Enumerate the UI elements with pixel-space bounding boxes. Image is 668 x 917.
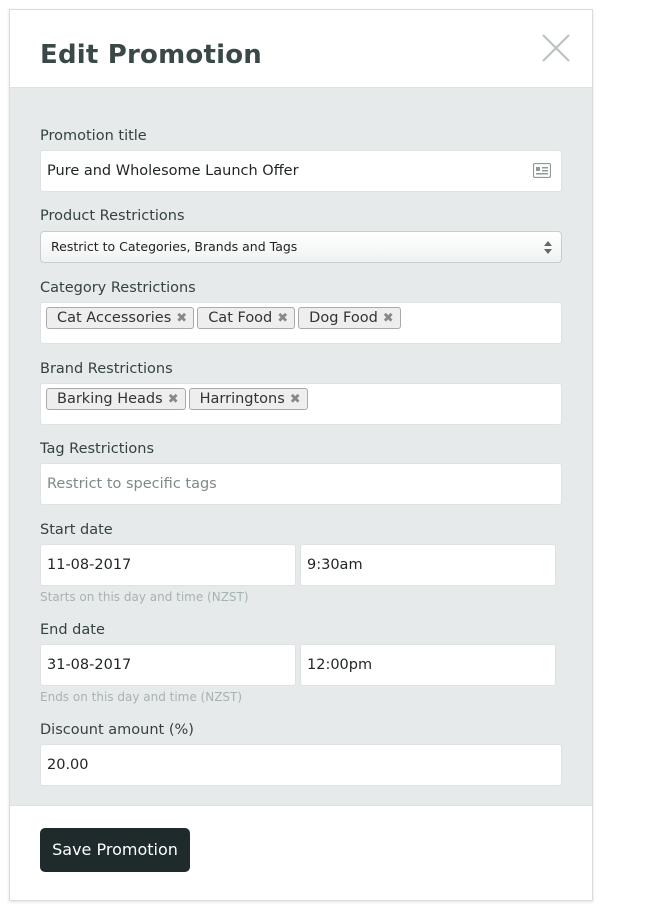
brand-tag-label: Barking Heads [57,391,163,407]
product-restrictions-select[interactable] [40,231,562,263]
product-restrictions-label: Product Restrictions [40,208,185,224]
close-x-icon [540,32,572,64]
brand-restrictions-label: Brand Restrictions [40,361,173,377]
save-promotion-button[interactable]: Save Promotion [40,828,190,872]
remove-tag-icon[interactable]: ✖ [277,310,289,326]
category-tag [197,307,295,329]
brand-restrictions-input[interactable] [40,383,562,425]
end-date-help: Ends on this day and time (NZST) [40,690,243,704]
brand-tag [189,388,308,410]
edit-promotion-modal [9,9,593,901]
promotion-title-input[interactable] [40,150,562,192]
start-date-help: Starts on this day and time (NZST) [40,590,249,604]
tag-restrictions-placeholder: Restrict to specific tags [47,476,217,492]
brand-tag-label: Harringtons [199,391,285,407]
category-tag-label: Dog Food [309,310,378,326]
end-date-input[interactable]: 31-08-2017 [40,644,296,686]
select-arrows-icon [544,241,552,254]
category-restrictions-label: Category Restrictions [40,280,196,296]
category-tag [298,307,401,329]
start-date-input[interactable]: 11-08-2017 [40,544,296,586]
remove-tag-icon[interactable]: ✖ [176,310,188,326]
modal-header [10,10,592,87]
close-button[interactable] [540,32,572,64]
start-time-input[interactable]: 9:30am [300,544,556,586]
remove-tag-icon[interactable]: ✖ [167,391,179,407]
tag-restrictions-input[interactable] [40,463,562,505]
remove-tag-icon[interactable]: ✖ [382,310,394,326]
category-restrictions-input[interactable] [40,302,562,344]
category-tag [46,307,194,329]
product-restrictions-selected: Restrict to Categories, Brands and Tags [51,239,298,254]
category-tag-label: Cat Accessories [57,310,172,326]
tag-restrictions-label: Tag Restrictions [40,441,155,457]
discount-amount-input[interactable]: 20.00 [40,744,562,786]
promotion-title-value: Pure and Wholesome Launch Offer [47,163,299,179]
start-date-label: Start date [40,522,113,538]
category-tag-label: Cat Food [208,310,273,326]
modal-body [10,87,592,806]
discount-amount-label: Discount amount (%) [40,722,194,738]
contact-card-icon [533,163,551,178]
modal-title: Edit Promotion [40,40,262,70]
promotion-title-label: Promotion title [40,128,147,144]
remove-tag-icon[interactable]: ✖ [289,391,301,407]
end-date-label: End date [40,622,105,638]
brand-tag [46,388,186,410]
end-time-input[interactable]: 12:00pm [300,644,556,686]
